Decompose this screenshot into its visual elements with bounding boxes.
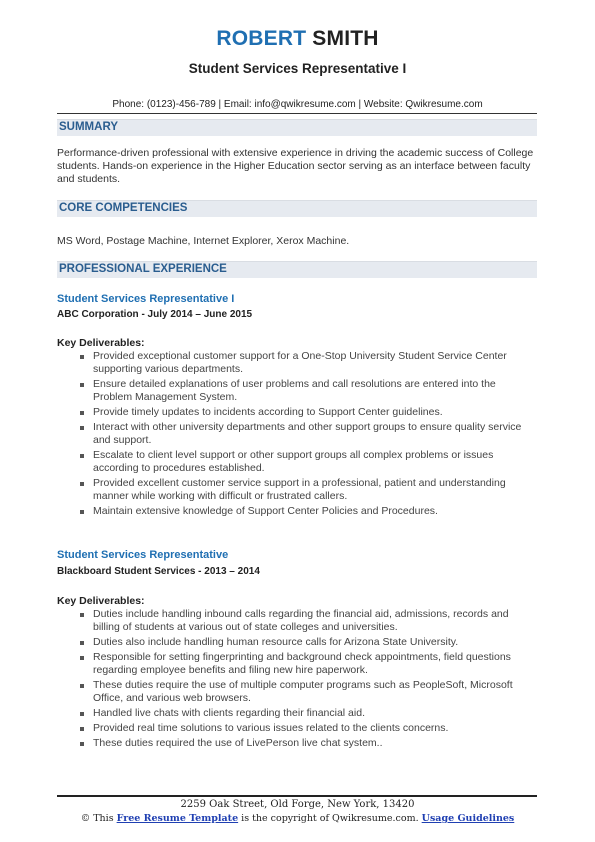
- free-resume-template-link[interactable]: Free Resume Template: [116, 813, 239, 824]
- competencies-heading-bar: [57, 200, 537, 217]
- footer-address: 2259 Oak Street, Old Forge, New York, 13420: [180, 799, 415, 810]
- last-name: SMITH: [312, 27, 379, 50]
- bullet-icon: [80, 727, 84, 731]
- summary-heading: SUMMARY: [59, 121, 118, 133]
- job-1-company: ABC Corporation - July 2014 – June 2015: [57, 309, 253, 320]
- experience-heading: PROFESSIONAL EXPERIENCE: [59, 263, 227, 275]
- bullet-icon: [80, 712, 84, 716]
- list-item: Responsible for setting fingerprinting and background check appointments, field questions regarding employee benefits and filing new hire paperwork.: [57, 651, 537, 677]
- job-1-deliverables-label: Key Deliverables:: [57, 337, 145, 349]
- usage-guidelines-link[interactable]: Usage Guidelines: [421, 813, 515, 824]
- first-name: ROBERT: [216, 27, 307, 50]
- header-divider: [57, 113, 537, 114]
- bullet-icon: [80, 355, 84, 359]
- list-item: Provided real time solutions to various issues related to the clients concerns.: [57, 722, 537, 735]
- job-2-role: Student Services Representative: [57, 549, 229, 561]
- list-item: Duties also include handling human resource calls for Arizona State University.: [57, 636, 537, 649]
- job-1-role: Student Services Representative I: [57, 293, 235, 305]
- bullet-icon: [80, 426, 84, 430]
- experience-heading-bar: [57, 261, 537, 278]
- summary-heading-bar: [57, 119, 537, 136]
- bullet-icon: [80, 684, 84, 688]
- list-item: These duties required the use of LivePerson live chat system..: [57, 737, 537, 750]
- contact-line: Phone: (0123)-456-789 | Email: info@qwikresume.com | Website: Qwikresume.com: [112, 99, 483, 110]
- bullet-icon: [80, 656, 84, 660]
- list-item: These duties require the use of multiple computer programs such as PeopleSoft, Microsoft Office, and various web browsers.: [57, 679, 537, 705]
- bullet-icon: [80, 742, 84, 746]
- job-2-deliverables-label: Key Deliverables:: [57, 595, 145, 607]
- candidate-name: [0, 27, 595, 51]
- summary-text: Performance-driven professional with extensive experience in driving the academic success of College students. Hands-on experience in the Higher Education sector serving as an interface between faculty and students.: [57, 147, 534, 185]
- job-2-deliverables-list: [57, 608, 537, 752]
- competencies-text: MS Word, Postage Machine, Internet Explorer, Xerox Machine.: [57, 235, 350, 247]
- bullet-icon: [80, 510, 84, 514]
- bullet-icon: [80, 613, 84, 617]
- list-item: Escalate to client level support or other support groups all complex problems or issues according to procedures established.: [57, 449, 537, 475]
- list-item: Maintain extensive knowledge of Support Center Policies and Procedures.: [57, 505, 537, 518]
- bullet-icon: [80, 482, 84, 486]
- list-item: Ensure detailed explanations of user problems and call resolutions are entered into the Problem Management System.: [57, 378, 537, 404]
- bullet-icon: [80, 641, 84, 645]
- list-item: Handled live chats with clients regarding their financial aid.: [57, 707, 537, 720]
- footer-copyright: [0, 813, 595, 824]
- competencies-heading: CORE COMPETENCIES: [59, 202, 188, 214]
- job-1-deliverables-list: [57, 350, 537, 520]
- footer-divider: [57, 795, 537, 797]
- list-item: Provide timely updates to incidents according to Support Center guidelines.: [57, 406, 537, 419]
- bullet-icon: [80, 454, 84, 458]
- bullet-icon: [80, 411, 84, 415]
- job-2-company: Blackboard Student Services - 2013 – 2014: [57, 566, 260, 577]
- list-item: Provided exceptional customer support for a One-Stop University Student Service Center supporting various departments.: [57, 350, 537, 376]
- copyright-prefix: © This: [80, 813, 114, 824]
- bullet-icon: [80, 383, 84, 387]
- list-item: Interact with other university departments and other support groups to ensure quality service and support.: [57, 421, 537, 447]
- list-item: Provided excellent customer service support in a professional, patient and understanding manner while working with difficult or frustrated callers.: [57, 477, 537, 503]
- job-title: Student Services Representative I: [188, 61, 407, 76]
- copyright-middle: is the copyright of Qwikresume.com.: [241, 813, 419, 824]
- list-item: Duties include handling inbound calls regarding the financial aid, admissions, records and billing of students at various out of state colleges and universities.: [57, 608, 537, 634]
